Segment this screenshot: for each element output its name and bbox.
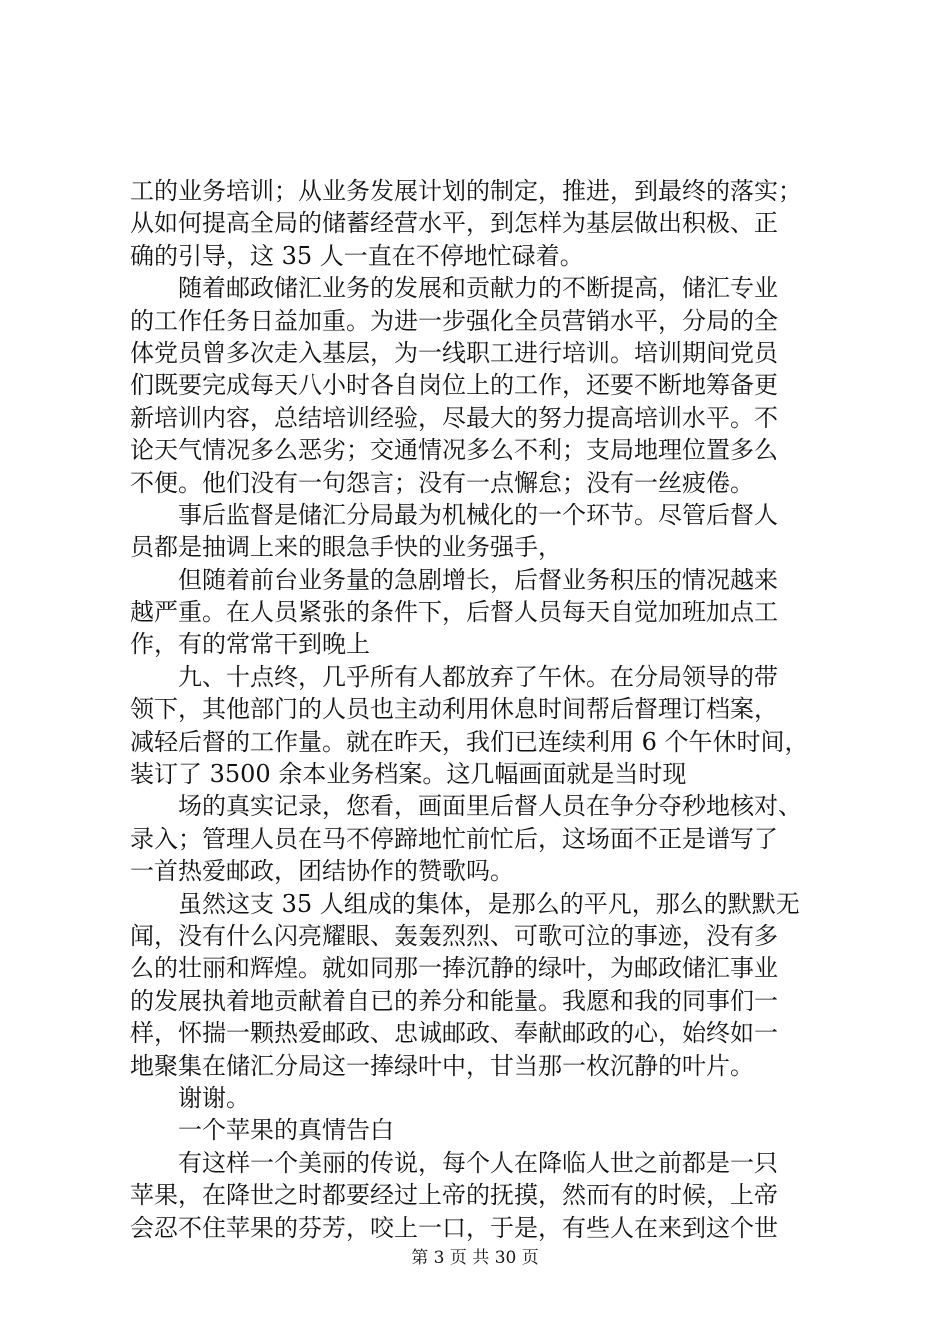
text-line: 领下，其他部门的人员也主动利用休息时间帮后督理订档案， [130, 695, 778, 724]
text-line: 随着邮政储汇业务的发展和贡献力的不断提高，储汇专业 [178, 274, 778, 303]
text-line: 录入；管理人员在马不停蹄地忙前忙后，这场面不正是谱写了 [130, 824, 778, 853]
text-line: 不便。他们没有一句怨言；没有一点懈怠；没有一丝疲倦。 [130, 468, 754, 497]
text-line: 们既要完成每天八小时各自岗位上的工作，还要不断地筹备更 [130, 371, 778, 400]
document-body [130, 175, 830, 1244]
text-line: 新培训内容，总结培训经验，尽最大的努力提高培训水平。不 [130, 403, 778, 432]
text-line: 确的引导，这 35 人一直在不停地忙碌着。 [130, 241, 584, 270]
text-line: 工的业务培训；从业务发展计划的制定，推进，到最终的落实； [130, 177, 802, 205]
page-footer: 第 3 页 共 30 页 [411, 1248, 539, 1268]
text-line: 地聚集在储汇分局这一捧绿叶中，甘当那一枚沉静的叶片。 [130, 1051, 754, 1080]
text-line: 么的壮丽和辉煌。就如同那一捧沉静的绿叶，为邮政储汇事业 [130, 954, 778, 983]
text-line: 虽然这支 35 人组成的集体，是那么的平凡，那么的默默无 [178, 889, 800, 918]
text-line: 场的真实记录，您看，画面里后督人员在争分夺秒地核对、 [178, 792, 802, 821]
text-line: 有这样一个美丽的传说，每个人在降临人世之前都是一只 [178, 1148, 778, 1177]
text-line: 谢谢。 [178, 1083, 250, 1112]
text-line: 事后监督是储汇分局最为机械化的一个环节。尽管后督人 [178, 500, 778, 529]
text-line: 九、十点终，几乎所有人都放弃了午休。在分局领导的带 [178, 662, 778, 691]
text-line: 闻，没有什么闪亮耀眼、轰轰烈烈、可歌可泣的事迹，没有多 [130, 921, 778, 950]
text-line: 的工作任务日益加重。为进一步强化全员营销水平，分局的全 [130, 306, 778, 335]
text-line: 体党员曾多次走入基层，为一线职工进行培训。培训期间党员 [130, 338, 778, 367]
text-line: 装订了 3500 余本业务档案。这几幅画面就是当时现 [130, 760, 687, 789]
text-line: 越严重。在人员紧张的条件下，后督人员每天自觉加班加点工 [130, 598, 778, 627]
text-line: 论天气情况多么恶劣；交通情况多么不利；支局地理位置多么 [130, 436, 778, 465]
text-line: 一首热爱邮政，团结协作的赞歌吗。 [130, 857, 514, 886]
text-line: 作，有的常常干到晚上 [130, 630, 370, 659]
text-line: 但随着前台业务量的急剧增长，后督业务积压的情况越来 [178, 565, 778, 594]
text-line: 减轻后督的工作量。就在昨天，我们已连续利用 6 个午休时间， [130, 727, 809, 756]
text-line: 会忍不住苹果的芬芳，咬上一口，于是，有些人在来到这个世 [130, 1213, 778, 1242]
text-line: 样，怀揣一颗热爱邮政、忠诚邮政、奉献邮政的心，始终如一 [130, 1019, 778, 1048]
text-line: 员都是抽调上来的眼急手快的业务强手， [130, 533, 562, 562]
text-line: 从如何提高全局的储蓄经营水平，到怎样为基层做出积极、正 [130, 209, 778, 238]
text-line: 苹果，在降世之时都要经过上帝的抚摸，然而有的时候，上帝 [130, 1181, 778, 1210]
text-line: 一个苹果的真情告白 [178, 1116, 394, 1145]
text-line: 的发展执着地贡献着自已的养分和能量。我愿和我的同事们一 [130, 986, 778, 1015]
